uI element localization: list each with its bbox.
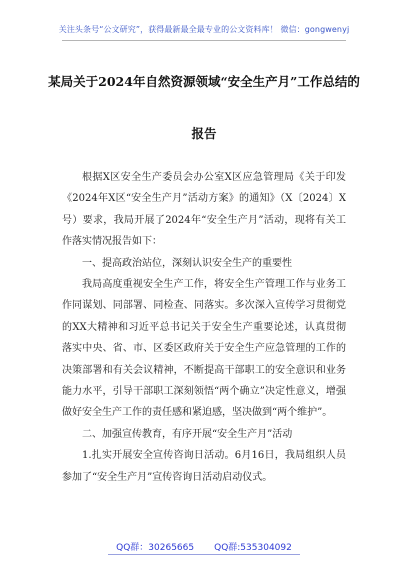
footer-qq-group-2: QQ群:535304092 xyxy=(214,543,292,553)
section-heading-2: 二、加强宣传教育，有序开展“安全生产月”活动 xyxy=(82,428,293,440)
paragraph-intro: 根据X区安全生产委员会办公室X区应急管理局《关于印发《2024年X区“安全生产月”活动方案》的通知》（X〔2024〕X号）要求，我局开展了2024年“安全生产月”活动，现将有关工作落实情况报告如下： xyxy=(62,172,346,248)
footer-underline xyxy=(108,554,300,555)
footer-contact xyxy=(0,540,408,553)
section-heading-1: 一、提高政治站位，深刻认识安全生产的重要性 xyxy=(82,257,292,269)
header-divider xyxy=(62,40,346,41)
footer-qq-group-1: QQ群：30265665 xyxy=(116,543,195,553)
document-body xyxy=(62,167,346,488)
document-title-continued: 报告 xyxy=(191,126,217,141)
paragraph-section-2-item-1: 1.扎实开展安全宣传咨询日活动。6月16日，我局组织人员参加了“安全生产月”宣传咨询日活动启动仪式。 xyxy=(62,450,346,483)
document-title: 某局关于2024年自然资源领域“安全生产月”工作总结的 xyxy=(48,74,360,89)
header-banner: 关注头条号“公文研究”，获得最新最全最专业的公文资料库！ 微信：gongwenyj xyxy=(58,25,350,34)
paragraph-section-1: 我局高度重视安全生产工作，将安全生产管理工作与业务工作同谋划、同部署、同检查、同落实。多次深入宣传学习贯彻党的XX大精神和习近平总书记关于安全生产重要论述，认真贯彻落实中央、省、市、区委区政府关于安全生产应急管理的工作的决策部署和有关会议精神，不断提高干部职工的安全意识和业务能力水平，引导干部职工深刻领悟“两个确立”决定性意义，增强做好安全生产工作的责任感和紧迫感，坚决做到“两个维护”。 xyxy=(62,279,346,419)
